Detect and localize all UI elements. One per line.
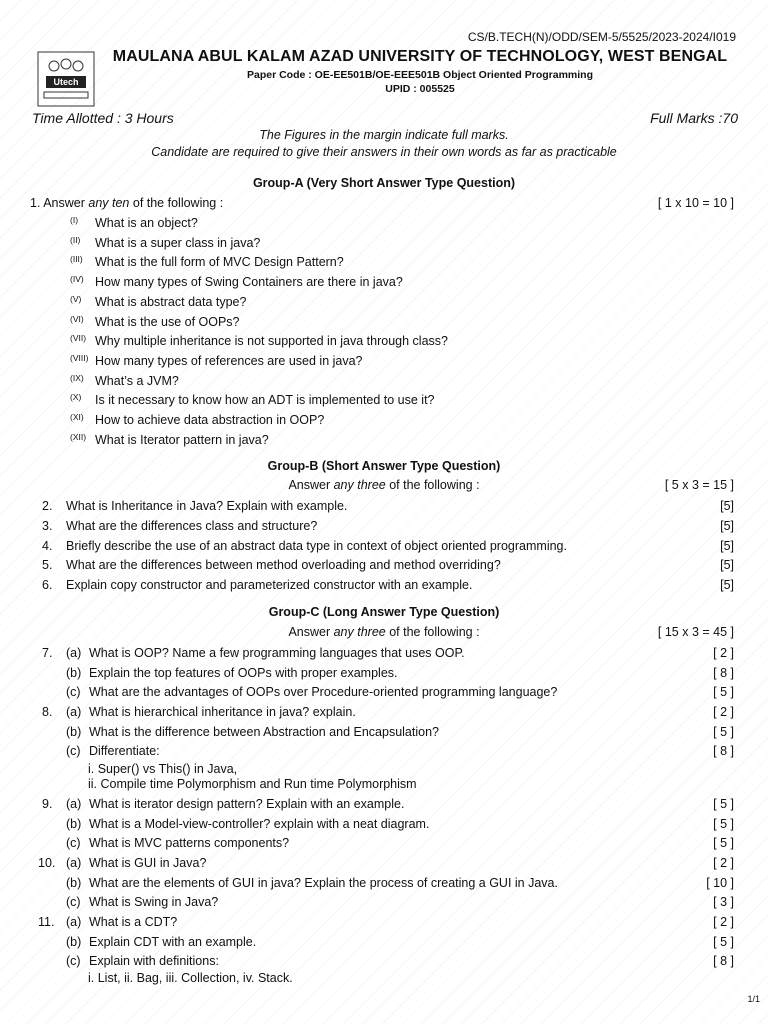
question-marks: [5] [720,538,734,553]
question-number: (IX) [70,372,84,383]
group-c-title: Group-C (Long Answer Type Question) [268,605,500,619]
question-text: What is hierarchical inheritance in java? explain. [89,705,356,719]
question-text: What are the differences between method overloading and method overriding? [66,558,501,573]
question-part: (b) [66,725,82,739]
group-b-instruction: Answer any three of the following : [288,478,480,492]
full-marks: Full Marks :70 [650,110,738,126]
question-text: i. Super() vs This() in Java, [88,762,238,776]
question-text: What is GUI in Java? [89,856,207,870]
question-text: i. List, ii. Bag, iii. Collection, iv. Stack. [88,971,293,985]
question-text: Why multiple inheritance is not supported in java through class? [95,334,448,349]
question-text: Explain with definitions: [89,954,219,968]
question-part: (c) [66,836,81,850]
question-text: Briefly describe the use of an abstract data type in context of object oriented programming. [66,538,567,553]
instruction-own-words: Candidate are required to give their answers in their own words as far as practicable [151,145,617,159]
question-text: Explain the top features of OOPs with proper examples. [89,666,398,680]
question-text: How to achieve data abstraction in OOP? [95,413,325,427]
question-number: 6. [42,578,53,593]
question-number: (III) [70,254,83,265]
question-number: 4. [42,538,53,553]
group-c-instruction: Answer any three of the following : [288,625,480,639]
question-marks: [5] [720,558,734,573]
question-text: How many types of references are used in java? [95,353,363,368]
question-part: (c) [66,895,81,909]
group-b-marks: [ 5 x 3 = 15 ] [664,478,734,492]
question-text: What are the differences class and structure? [66,518,318,533]
question-part: (a) [66,646,82,660]
question-marks: [5] [720,518,734,533]
question-part: (a) [66,915,82,929]
group-b-title: Group-B (Short Answer Type Question) [267,459,501,473]
question-text: What is OOP? Name a few programming languages that uses OOP. [89,646,465,660]
question-text: ii. Compile time Polymorphism and Run time Polymorphism [88,777,417,791]
university-name: MAULANA ABUL KALAM AZAD UNIVERSITY OF TECHNOLOGY, WEST BENGAL [112,48,728,65]
group-a-marks: [ 1 x 10 = 10 ] [657,196,734,210]
question-marks: [ 8 ] [713,954,734,968]
group-c-marks: [ 15 x 3 = 45 ] [657,625,734,639]
group-a-instruction: 1. Answer any ten of the following : [30,196,224,210]
question-part: (b) [66,935,82,949]
question-text: What is the use of OOPs? [95,314,240,329]
question-text: What is Iterator pattern in java? [95,432,269,447]
paper-code: Paper Code : OE-EE501B/OE-EEE501B Object Oriented Programming [246,69,593,81]
question-number: 10. [38,856,56,870]
question-text: Explain CDT with an example. [89,935,257,949]
question-number: (IV) [70,274,84,285]
question-marks: [5] [720,578,734,593]
question-marks: [ 2 ] [713,646,734,660]
question-text: What are the elements of GUI in java? Explain the process of creating a GUI in Java. [89,876,558,890]
question-text: What’s a JVM? [95,373,179,388]
question-marks: [ 5 ] [713,797,734,811]
question-number: (V) [70,293,82,304]
question-part: (c) [66,685,81,699]
instruction-figures: The Figures in the margin indicate full marks. [259,128,509,142]
question-text: What is Inheritance in Java? Explain with example. [66,499,348,513]
group-a-title: Group-A (Very Short Answer Type Question) [252,176,516,190]
question-text: What is the full form of MVC Design Pattern? [95,255,344,270]
question-text: How many types of Swing Containers are there in java? [95,275,403,290]
question-text: What is abstract data type? [95,294,247,309]
question-number: 8. [42,705,53,719]
question-marks: [ 3 ] [713,895,734,909]
question-text: What is a CDT? [89,915,178,929]
question-number: 5. [42,558,53,573]
logo-text: Utech [53,77,79,87]
question-text: Differentiate: [89,744,160,758]
upid: UPID : 005525 [385,83,455,95]
question-text: What is a Model-view-controller? explain with a neat diagram. [89,817,430,831]
question-number: 7. [42,646,53,660]
question-part: (b) [66,666,82,680]
question-text: What is MVC patterns components? [89,836,290,850]
question-marks: [ 5 ] [713,725,734,739]
question-number: (I) [70,215,79,225]
question-part: (a) [66,705,82,719]
question-number: (II) [70,234,81,245]
question-text: What is the difference between Abstraction and Encapsulation? [89,725,439,739]
question-part: (c) [66,954,81,968]
question-marks: [5] [720,499,734,513]
question-number: 9. [42,797,53,811]
paper-reference: CS/B.TECH(N)/ODD/SEM-5/5525/2023-2024/I019 [467,30,736,44]
question-text: Explain copy constructor and parameterized constructor with an example. [66,578,473,593]
question-text: What is iterator design pattern? Explain with an example. [89,797,405,811]
question-text: Is it necessary to know how an ADT is implemented to use it? [95,393,435,408]
question-number: (VII) [70,333,87,344]
question-number: (X) [70,392,82,403]
question-marks: [ 10 ] [706,876,734,890]
question-number: (VI) [70,313,84,324]
question-marks: [ 5 ] [713,817,734,831]
question-text: What are the advantages of OOPs over Procedure-oriented programming language? [89,685,558,699]
question-number: 11. [38,915,55,929]
question-part: (a) [66,797,82,811]
question-marks: [ 2 ] [713,856,734,870]
question-marks: [ 5 ] [713,685,734,699]
question-text: What is an object? [95,216,198,230]
question-marks: [ 8 ] [713,666,734,680]
question-text: What is a super class in java? [95,235,261,250]
question-marks: [ 2 ] [713,705,734,719]
question-marks: [ 5 ] [713,935,734,949]
question-number: (XI) [70,412,84,422]
question-number: (VIII) [70,352,89,363]
page-number: 1/1 [747,994,760,1004]
question-number: (XII) [70,431,87,442]
question-marks: [ 5 ] [713,836,734,850]
question-part: (c) [66,744,81,758]
question-part: (b) [66,876,82,890]
question-number: 3. [42,518,53,533]
question-text: What is Swing in Java? [89,895,219,909]
question-number: 2. [42,499,53,513]
time-allotted: Time Allotted : 3 Hours [32,110,174,126]
question-part: (b) [66,817,82,831]
question-marks: [ 8 ] [713,744,734,758]
question-part: (a) [66,856,82,870]
question-marks: [ 2 ] [713,915,734,929]
